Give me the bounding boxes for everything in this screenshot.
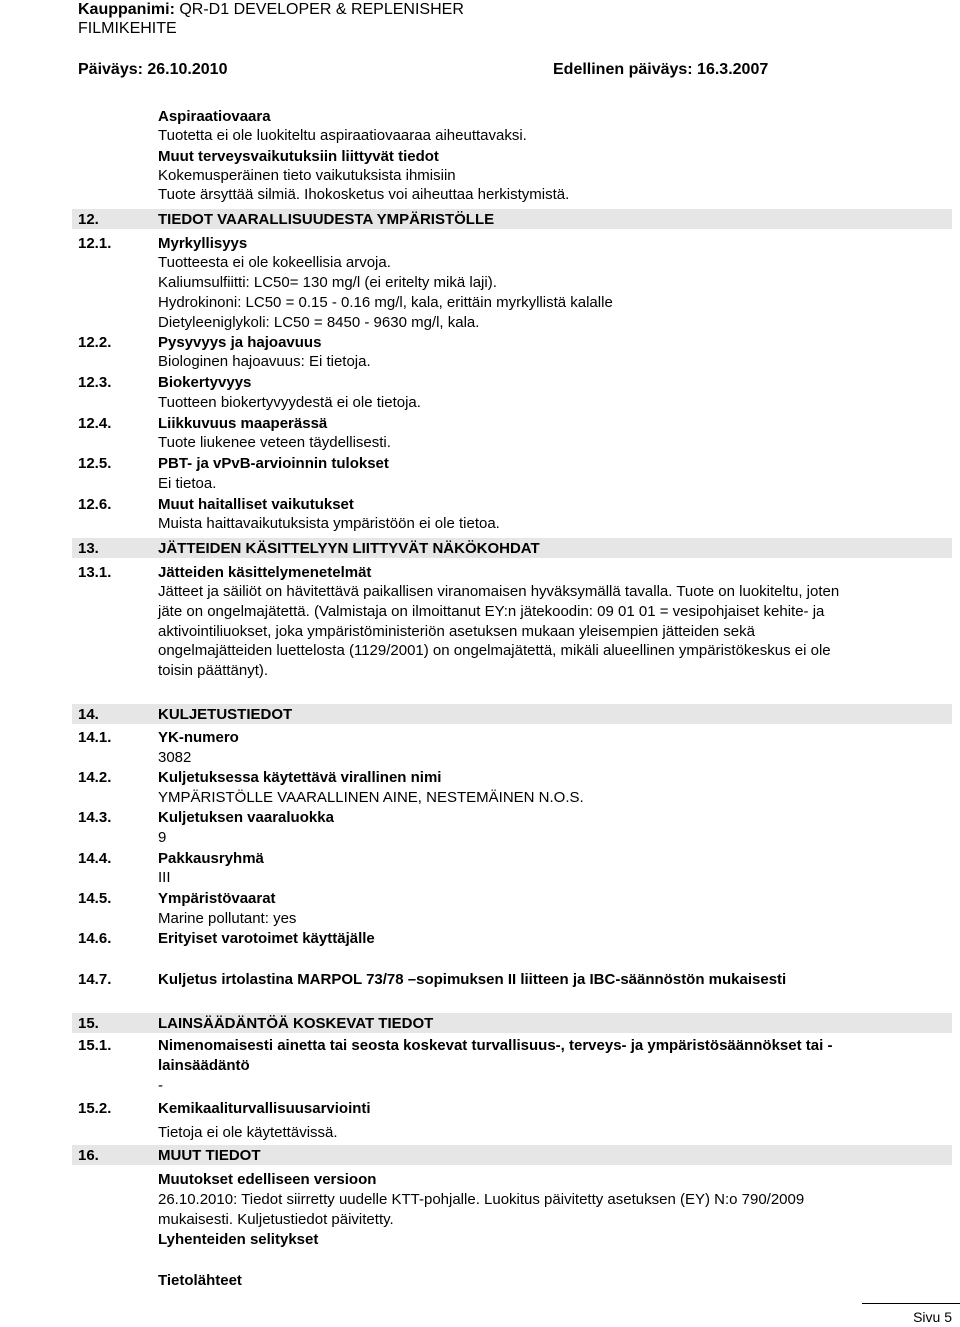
subsection-title: Kuljetus irtolastina MARPOL 73/78 –sopimuksen II liitteen ja IBC-säännöstön mukaisesti [158,971,787,988]
subsection-title: Kuljetuksen vaaraluokka [158,809,334,826]
body-line: ongelmajätteiden luettelosta (1129/2001) on ongelmajätettä, mikäli alueellinen ympäristökeskus ei ole [158,642,831,659]
section-number: 16. [78,1147,99,1164]
subsection-title: Liikkuvuus maaperässä [158,415,328,432]
previous-date-label: Edellinen päiväys: 16.3.2007 [553,61,769,78]
subsection-number: 14.7. [78,971,112,988]
subsection-number: 15.1. [78,1037,112,1054]
body-line: 3082 [158,749,192,766]
subsection-number: 12.2. [78,334,112,351]
subsection-number: 13.1. [78,564,112,581]
body-line: Dietyleeniglykoli: LC50 = 8450 - 9630 mg/l, kala. [158,314,480,331]
trade-name-value: QR-D1 DEVELOPER & REPLENISHER [179,1,464,18]
subsection-title: Kuljetuksessa käytettävä virallinen nimi [158,769,442,786]
body-line: Hydrokinoni: LC50 = 0.15 - 0.16 mg/l, kala, erittäin myrkyllistä kalalle [158,294,613,311]
body-line: Biologinen hajoavuus: Ei tietoja. [158,353,371,370]
subsection-title: Nimenomaisesti ainetta tai seosta koskevat turvallisuus-, terveys- ja ympäristösäännökset tai - [158,1037,833,1054]
subsection-title: Pakkausryhmä [158,850,264,867]
body-line: mukaisesti. Kuljetustiedot päivitetty. [158,1211,394,1228]
subsection-title: Tietolähteet [158,1272,242,1289]
other-health-line: Kokemusperäinen tieto vaikutuksista ihmisiin [158,167,456,184]
section-number: 14. [78,706,99,723]
subsection-number: 12.5. [78,455,112,472]
body-line: Ei tietoa. [158,475,217,492]
subsection-number: 14.5. [78,890,112,907]
body-line: Muista haittavaikutuksista ympäristöön ei ole tietoa. [158,515,500,532]
page-number: Sivu 5 [913,1309,952,1325]
subsection-number: 12.1. [78,235,112,252]
section-title: JÄTTEIDEN KÄSITTELYYN LIITTYVÄT NÄKÖKOHDAT [158,540,540,557]
header-product-type: FILMIKEHITE [78,20,177,37]
subsection-number: 12.6. [78,496,112,513]
body-line: Jätteet ja säiliöt on hävitettävä paikallisen viranomaisen hyväksymällä tavalla. Tuote on luokiteltu, joten [158,583,840,600]
subsection-title: Kemikaaliturvallisuusarviointi [158,1100,371,1117]
subsection-title: Muut haitalliset vaikutukset [158,496,354,513]
subsection-title: Biokertyvyys [158,374,252,391]
other-health-title: Muut terveysvaikutuksiin liittyvät tiedot [158,148,439,165]
subsection-title: PBT- ja vPvB-arvioinnin tulokset [158,455,389,472]
subsection-title: Erityiset varotoimet käyttäjälle [158,930,375,947]
body-line: III [158,869,171,886]
subsection-title: YK-numero [158,729,239,746]
subsection-number: 15.2. [78,1100,112,1117]
body-line: Tuote liukenee veteen täydellisesti. [158,434,391,451]
aspiration-text: Tuotetta ei ole luokiteltu aspiraatiovaaraa aiheuttavaksi. [158,127,527,144]
footer-rule [862,1303,960,1304]
body-line: YMPÄRISTÖLLE VAARALLINEN AINE, NESTEMÄINEN N.O.S. [158,789,584,806]
body-line: 26.10.2010: Tiedot siirretty uudelle KTT-pohjalle. Luokitus päivitetty asetuksen (EY) N:o 790/2009 [158,1191,805,1208]
subsection-title: Jätteiden käsittelymenetelmät [158,564,372,581]
date-label: Päiväys: 26.10.2010 [78,61,228,78]
body-line: Kaliumsulfiitti: LC50= 130 mg/l (ei eritelty mikä laji). [158,274,497,291]
header-trade-name [78,0,464,19]
subsection-title: Myrkyllisyys [158,235,248,252]
body-line: - [158,1077,163,1094]
subsection-number: 12.4. [78,415,112,432]
body-line: jäte on ongelmajätettä. (Valmistaja on ilmoittanut EY:n jätekoodin: 09 01 01 = vesipohjaiset kehite- ja [158,603,825,620]
subsection-number: 14.6. [78,930,112,947]
subsection-title: Pysyvyys ja hajoavuus [158,334,322,351]
subsection-title: Lyhenteiden selitykset [158,1231,319,1248]
section-number: 13. [78,540,99,557]
body-line: aktivointiliuokset, joka ympäristöministeriön asetuksen mukaan yleisempien jätteiden sekä [158,623,755,640]
aspiration-title: Aspiraatiovaara [158,108,271,125]
subsection-number: 14.4. [78,850,112,867]
trade-name-label: Kauppanimi: [78,1,175,18]
section-title: MUUT TIEDOT [158,1147,261,1164]
subsection-number: 12.3. [78,374,112,391]
body-line: Marine pollutant: yes [158,910,297,927]
other-health-line: Tuote ärsyttää silmiä. Ihokosketus voi aiheuttaa herkistymistä. [158,186,570,203]
body-line: Tuotteesta ei ole kokeellisia arvoja. [158,254,391,271]
section-title: LAINSÄÄDÄNTÖÄ KOSKEVAT TIEDOT [158,1015,434,1032]
body-line: 9 [158,829,167,846]
subsection-number: 14.2. [78,769,112,786]
body-line: Tuotteen biokertyvyydestä ei ole tietoja. [158,394,421,411]
section-title: KULJETUSTIEDOT [158,706,293,723]
section-title: TIEDOT VAARALLISUUDESTA YMPÄRISTÖLLE [158,211,495,228]
subsection-title: Muutokset edelliseen versioon [158,1171,377,1188]
body-line: Tietoja ei ole käytettävissä. [158,1124,338,1141]
body-line: toisin päättänyt). [158,662,269,679]
subsection-number: 14.3. [78,809,112,826]
section-number: 15. [78,1015,99,1032]
subsection-number: 14.1. [78,729,112,746]
subsection-title: lainsäädäntö [158,1057,250,1074]
section-number: 12. [78,211,99,228]
subsection-title: Ympäristövaarat [158,890,276,907]
